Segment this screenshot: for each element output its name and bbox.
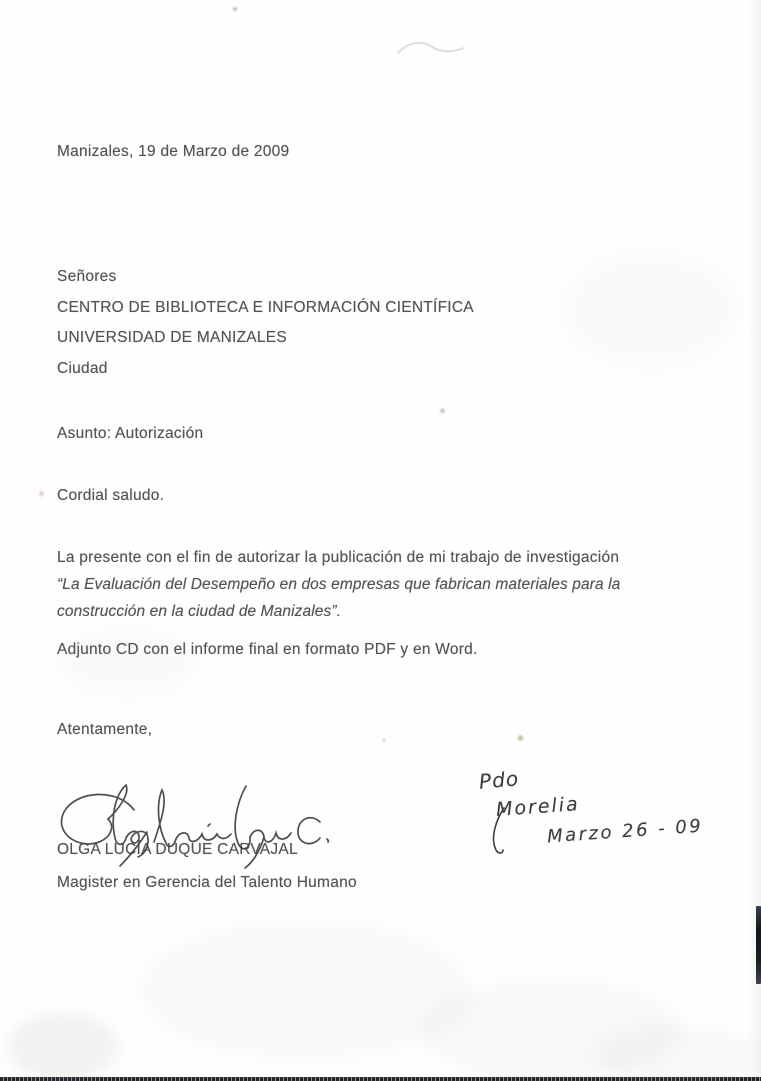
paper-speck xyxy=(39,488,44,499)
recipient-city: Ciudad xyxy=(57,359,108,377)
recipient-block xyxy=(57,262,474,384)
handwritten-note-line-1: Pdo xyxy=(478,766,520,794)
paper-speck xyxy=(439,407,446,415)
subject-line: Asunto: Autorización xyxy=(57,425,204,442)
paper-smudge xyxy=(560,250,740,370)
scan-right-edge-mark xyxy=(756,906,761,984)
paper-speck xyxy=(381,738,387,743)
scan-smudge-squiggle xyxy=(396,38,468,60)
paper-smudge xyxy=(140,920,470,1060)
paper-speck xyxy=(231,6,239,12)
recipient-salutation: Señores xyxy=(57,268,117,285)
thesis-title-text: “La Evaluación del Desempeño en dos empresas que fabrican materiales para la construcción en la ciudad de Manizales”. xyxy=(57,576,621,620)
recipient-organization: CENTRO DE BIBLIOTECA E INFORMACIÓN CIENTÍFICA xyxy=(57,298,474,316)
greeting-line: Cordial saludo. xyxy=(57,487,165,504)
paper-smudge xyxy=(596,1026,756,1081)
signature-ink xyxy=(48,780,348,872)
body-intro-text: La presente con el fin de autorizar la publicación de mi trabajo de investigación xyxy=(57,549,620,566)
handwritten-note-line-2: Morelia xyxy=(495,793,581,821)
date-line: Manizales, 19 de Marzo de 2009 xyxy=(57,143,290,160)
paper-smudge xyxy=(58,628,198,698)
paper-smudge xyxy=(8,1012,118,1081)
closing-line: Atentamente, xyxy=(57,721,153,738)
handwritten-bracket-stroke xyxy=(488,806,510,858)
paper-speck xyxy=(516,734,525,742)
signer-name: OLGA LUCÍA DUQUE CARVAJAL xyxy=(57,841,298,858)
body-paragraph xyxy=(57,544,721,625)
recipient-university: UNIVERSIDAD DE MANIZALES xyxy=(57,329,287,346)
handwritten-note-line-3: Marzo 26 - 09 xyxy=(546,815,704,848)
signer-title: Magister en Gerencia del Talento Humano xyxy=(57,874,357,891)
attachment-line: Adjunto CD con el informe final en formato PDF y en Word. xyxy=(57,641,478,658)
